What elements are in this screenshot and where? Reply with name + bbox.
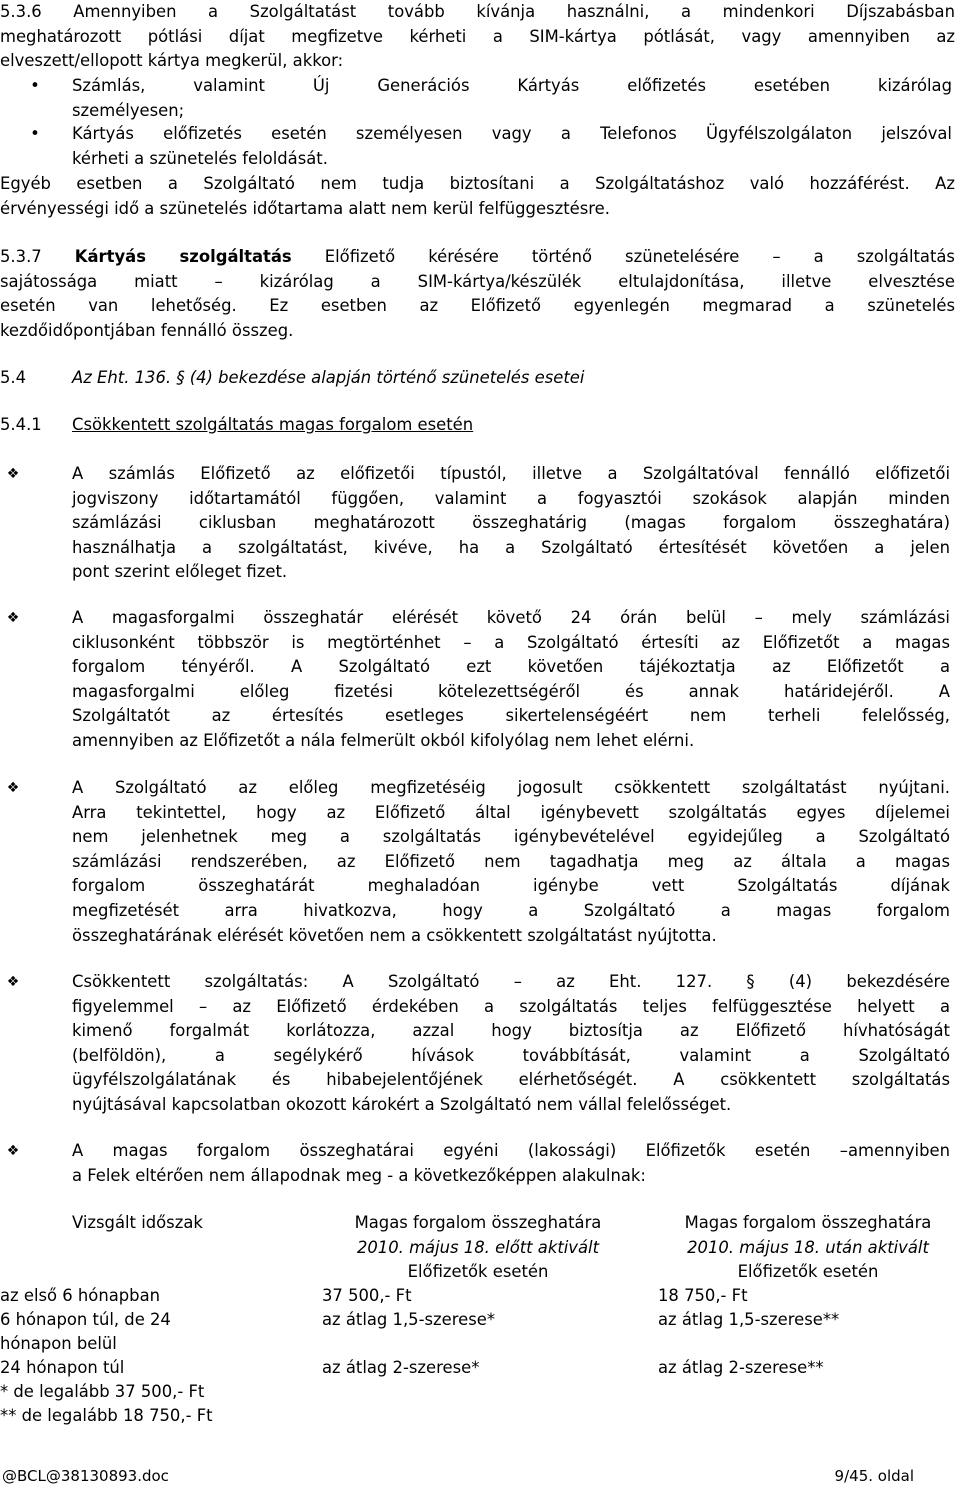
table-header-period: Vizsgált időszak [72,1213,203,1232]
text-line: kezdőidőpontjában fennálló összeg. [0,320,294,340]
text-line: magasforgalmi előleg fizetési kötelezettségéről és annak határidejéről. A [72,681,950,701]
bullet-icon: • [30,76,40,95]
diamond-bullet-icon: ❖ [6,780,20,796]
section-5-4-heading [0,366,955,391]
threshold-table [0,1211,960,1431]
section-5-3-7 [0,245,955,343]
bold-term: Kártyás szolgáltatás [74,247,292,266]
text-line: ügyfélszolgálatának és hibabejelentőjének elérhetőségét. A csökkentett szolgáltatás [72,1070,950,1090]
text-line: A magas forgalom összeghatárai egyéni (lakossági) Előfizetők esetén –amennyiben [72,1141,950,1160]
section-number: 5.4 [0,368,27,387]
text-line: 5.3.6 Amennyiben a Szolgáltatást tovább kívánja használni, a mindenkori Díjszabásban [0,2,955,21]
text-line: számlázási rendszerében, az Előfizető nem tagadhatja meg az általa a magas [72,851,950,871]
section-number: 5.4.1 [0,415,42,434]
header-line: Előfizetők esetén [407,1262,549,1282]
text-line: Egyéb esetben a Szolgáltató nem tudja biztosítani a Szolgáltatáshoz való hozzáférést. Az [0,174,955,193]
text-line: Arra tekintettel, hogy az Előfizető által igénybevett szolgáltatás egyes díjelemei [72,802,950,822]
text-line: érvényességi idő a szünetelés időtartama alatt nem kerül felfüggesztésre. [0,198,610,218]
text-line: nyújtásával kapcsolatban okozott károkért a Szolgáltató nem vállal felelősséget. [72,1094,732,1114]
table-header-after [658,1211,958,1285]
text-line: A számlás Előfizető az előfizetői típustól, illetve a Szolgáltatóval fennálló előfizetői [72,464,950,483]
text-line: esetén van lehetőség. Ez esetben az Előfizető egyenlegén megmarad a szünetelés [0,296,955,316]
text-line: A Szolgáltató az előleg megfizetéséig jogosult csökkentett szolgáltatást nyújtani. [72,778,950,797]
cell-period: 6 hónapon túl, de 24 [0,1310,171,1329]
header-line: 2010. május 18. után aktivált [687,1237,929,1257]
text-line: személyesen; [72,100,185,120]
bullet-icon: • [30,124,40,143]
table-footnote: ** de legalább 18 750,- Ft [0,1406,213,1425]
section-5-3-6-intro [0,0,955,74]
text-line: Számlás, valamint Új Generációs Kártyás előfizetés esetében kizárólag [72,76,952,95]
text-line: meghatározott pótlási díjat megfizetve kérheti a SIM-kártya pótlását, vagy amennyiben az [0,26,955,46]
section-5-3-6-after [0,172,955,221]
text-line: nem jelenhetnek meg a szolgáltatás igénybevételével egyidejűleg a Szolgáltató [72,827,950,847]
section-number: 5.3.7 [0,247,42,266]
cell-after: 18 750,- Ft [658,1286,748,1305]
text-line: kérheti a szünetelés feloldását. [72,148,328,168]
diamond-bullet-icon: ❖ [6,610,20,626]
header-line: Előfizetők esetén [737,1262,879,1282]
text-line: A magasforgalmi összeghatár elérését követő 24 órán belül – mely számlázási [72,608,950,627]
text-line: figyelemmel – az Előfizető érdekében a szolgáltatás teljes felfüggesztése helyett a [72,996,950,1016]
text-line: összeghatárának elérését követően nem a csökkentett szolgáltatást nyújtotta. [72,925,717,945]
text-line: amennyiben az Előfizetőt a nála felmerült okból kifolyólag nem lehet elérni. [72,730,695,750]
table-footnote: * de legalább 37 500,- Ft [0,1382,205,1401]
text-line: forgalom összeghatárát meghaladóan igénybe vett Szolgáltatás díjának [72,876,950,896]
text-line: ciklusonként többször is megtörténhet – a Szolgáltató értesíti az Előfizetőt a magas [72,632,950,652]
text-line: (belföldön), a segélykérő hívások továbbítását, valamint a Szolgáltató [72,1045,950,1065]
header-line: Magas forgalom összeghatára [354,1213,602,1232]
bullet-item [0,122,955,172]
text-line: Kártyás előfizetés esetén személyesen vagy a Telefonos Ügyfélszolgálaton jelszóval [72,124,952,143]
text-line: elveszett/ellopott kártya megkerül, akkor: [0,51,344,71]
diamond-bullet-icon: ❖ [6,466,20,482]
footer-filename: @BCL@38130893.doc [2,1467,169,1485]
text-line: jogviszony időtartamától függően, valamint a fogyasztói szokások alapján minden [72,488,950,508]
cell-period: hónapon belül [0,1334,117,1353]
bullet-item [0,74,955,124]
check-bullet-item [0,1139,955,1191]
cell-period: 24 hónapon túl [0,1358,125,1377]
text-line: megfizetését arra hivatkozva, hogy a Szolgáltató a magas forgalom [72,900,950,920]
table-header-before [322,1211,634,1285]
cell-before: 37 500,- Ft [322,1286,412,1305]
check-bullet-item [0,776,955,951]
text-line: Csökkentett szolgáltatás: A Szolgáltató – az Eht. 127. § (4) bekezdésére [72,972,950,991]
header-line: 2010. május 18. előtt aktivált [356,1237,600,1257]
section-title: Az Eht. 136. § (4) bekezdése alapján történő szünetelés esetei [72,368,585,387]
text-line: pont szerint előleget fizet. [72,562,288,582]
text-line [0,245,955,270]
text-line: használhatja a szolgáltatást, kivéve, ha a Szolgáltató értesítését követően a jelen [72,537,950,557]
header-line: Magas forgalom összeghatára [684,1213,932,1232]
check-bullet-item [0,970,955,1120]
cell-period: az első 6 hónapban [0,1286,161,1305]
diamond-bullet-icon: ❖ [6,974,20,990]
text-line: sajátossága miatt – kizárólag a SIM-kártya/készülék eltulajdonítása, illetve elvesztése [0,271,955,291]
check-bullet-item [0,462,955,587]
diamond-bullet-icon: ❖ [6,1143,20,1159]
cell-before: az átlag 1,5-szerese* [322,1310,496,1329]
footer-page-number: 9/45. oldal [834,1467,914,1485]
check-bullet-item [0,606,955,756]
cell-after: az átlag 2-szerese** [658,1358,824,1377]
section-title: Csökkentett szolgáltatás magas forgalom esetén [72,415,474,434]
cell-before: az átlag 2-szerese* [322,1358,480,1377]
text-line: forgalom tényéről. A Szolgáltató ezt követően tájékoztatja az Előfizetőt a [72,657,950,677]
text-line: kimenő forgalmát korlátozza, azzal hogy biztosítja az Előfizető hívhatóságát [72,1021,950,1041]
text-line: Szolgáltatót az értesítés esetleges sikertelenségéért nem terheli felelősség, [72,706,950,726]
cell-after: az átlag 1,5-szerese** [658,1310,840,1329]
section-5-4-1-heading [0,413,955,438]
text-line: számlázási ciklusban meghatározott összeghatárig (magas forgalom összeghatára) [72,513,950,533]
text-line: a Felek eltérően nem állapodnak meg - a következőképpen alakulnak: [72,1165,646,1185]
text-fragment: Előfizető kérésére történő szünetelésére – a szolgáltatás [324,247,955,266]
